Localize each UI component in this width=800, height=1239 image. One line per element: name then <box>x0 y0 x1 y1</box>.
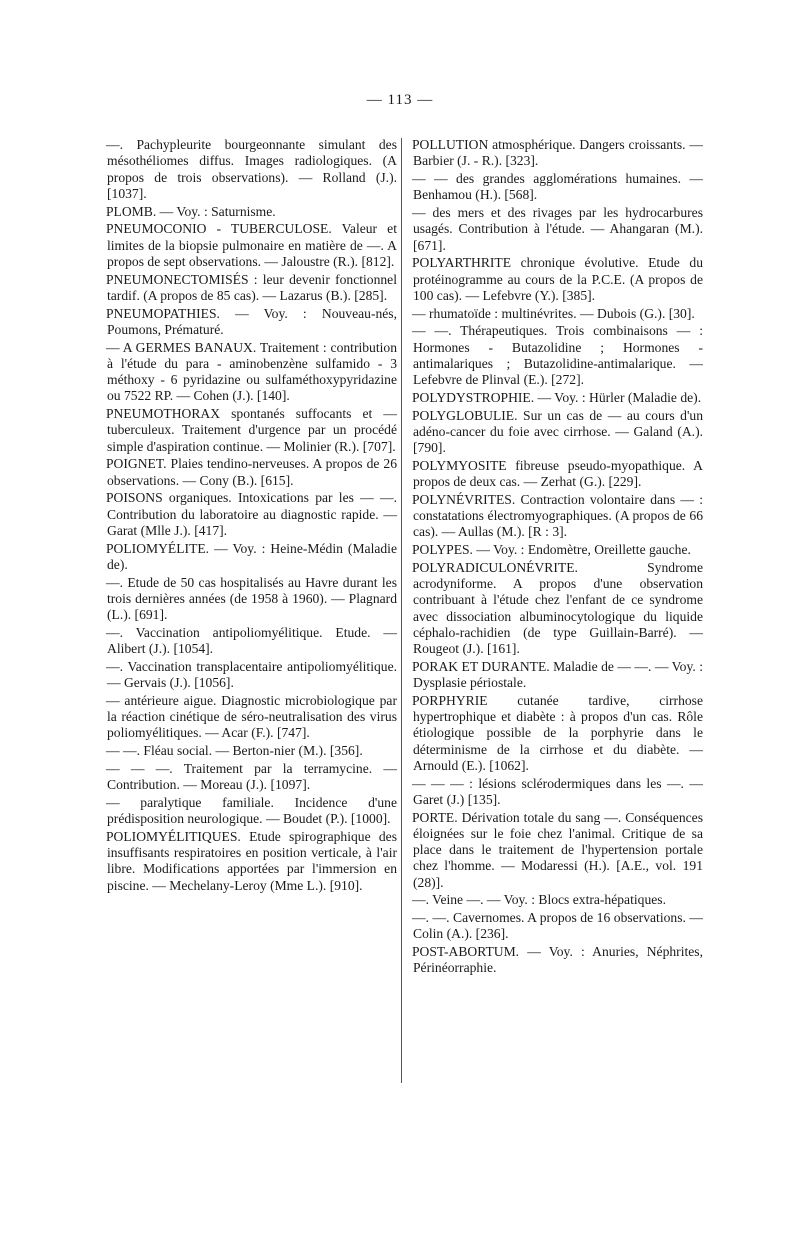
index-entry: — des mers et des rivages par les hydrocarbures usagés. Contribution à l'étude. — Ahangaran (M.). [671]. <box>412 205 703 253</box>
index-entry: —. Pachypleurite bourgeonnante simulant des mésothéliomes diffus. Images radiologiques. (A propos de trois observations). — Rolland (J.). [1037]. <box>106 137 397 201</box>
index-entry: PORAK ET DURANTE. Maladie de — —. — Voy. : Dysplasie périostale. <box>412 658 703 690</box>
index-entry: —. —. Cavernomes. A propos de 16 observations. — Colin (A.). [236]. <box>412 910 703 942</box>
page-number: — 113 — <box>366 92 434 108</box>
index-entry: —. Etude de 50 cas hospitalisés au Havre durant les trois dernières années (de 1958 à 1960). — Plagnard (L.). [691]. <box>106 574 397 622</box>
index-entry: POLYDYSTROPHIE. — Voy. : Hürler (Maladie de). <box>412 389 702 405</box>
index-entry: — A GERMES BANAUX. Traitement : contribution à l'étude du para - aminobenzène sulfamido - 3 méthoxy - 6 pyridazine ou sulfaméthoxypyridazine ou 7522 RP. — Cohen (J.). [140]. <box>106 339 397 404</box>
index-entry: POISONS organiques. Intoxications par les — —. Contribution du laboratoire au diagnostic rapide. — Garat (Mlle J.). [417]. <box>106 490 397 538</box>
index-entry: PNEUMOTHORAX spontanés suffocants et — tuberculeux. Traitement d'urgence par un procédé simple d'aspiration continue. — Molinier (R.). [707]. <box>106 406 397 454</box>
index-entry: POLIOMYÉLITIQUES. Etude spirographique des insuffisants respiratoires en position verticale, à l'air libre. Modifications apportées par l'immersion en piscine. — Mechelany-Leroy (Mme L.). [910]. <box>106 828 397 893</box>
index-entry: POLYPES. — Voy. : Endomètre, Oreillette gauche. <box>412 542 691 557</box>
index-entry: — paralytique familiale. Incidence d'une prédisposition neurologique. — Boudet (P.). [1000]. <box>106 794 397 826</box>
index-entry: PORTE. Dérivation totale du sang —. Conséquences éloignées sur le foie chez l'animal. Critique de sa place dans le traitement de l'hypertension portale chez l'homme. — Modaressi (H.). [A.E., vol. 191 (28)]. <box>412 809 703 890</box>
index-entry: — — — : lésions sclérodermiques dans les —. — Garet (J.) [135]. <box>412 775 703 807</box>
left-column <box>107 137 397 895</box>
index-entry: —. Veine —. — Voy. : Blocs extra-hépatiques. <box>412 892 666 908</box>
index-entry: POLYGLOBULIE. Sur un cas de — au cours d'un adéno-cancer du foie avec cirrhose. — Galand (A.). [790]. <box>412 407 703 455</box>
index-entry: PNEUMOPATHIES. — Voy. : Nouveau-nés, Poumons, Prématuré. <box>106 305 397 337</box>
index-entry: POLLUTION atmosphérique. Dangers croissants. — Barbier (J. - R.). [323]. <box>412 137 703 169</box>
index-entry: POIGNET. Plaies tendino-nerveuses. A propos de 26 observations. — Cony (B.). [615]. <box>106 456 397 488</box>
column-divider <box>401 138 402 1083</box>
index-entry: — — —. Traitement par la terramycine. — Contribution. — Moreau (J.). [1097]. <box>106 760 397 792</box>
index-entry: — — des grandes agglomérations humaines. — Benhamou (H.). [568]. <box>412 171 703 203</box>
index-entry: PORPHYRIE cutanée tardive, cirrhose hypertrophique et diabète : à propos d'un cas. Rôle étiologique possible de la porphyrie dans le déterminisme de la cirrhose et du diabète. — Arnould (E.). [1062]. <box>412 692 703 773</box>
index-entry: POLYMYOSITE fibreuse pseudo-myopathique. A propos de deux cas. — Zerhat (G.). [229]. <box>412 457 703 489</box>
index-entry: — antérieure aigue. Diagnostic microbiologique par la réaction cinétique de séro-neutralisation des virus poliomyélitiques. — Acar (F.). [747]. <box>106 692 397 741</box>
index-entry: POLYRADICULONÉVRITE. Syndrome acrodyniforme. A propos d'une observation contribuant à l'étude chez l'enfant de ce syndrome avec dissociation albuminocytologique du liquide céphalo-rachidien (de type Guillain-Barré). — Rougeot (J.). [161]. <box>412 559 703 656</box>
index-entry: PLOMB. — Voy. : Saturnisme. <box>106 203 276 219</box>
index-entry: —. Vaccination antipoliomyélitique. Etude. — Alibert (J.). [1054]. <box>106 624 397 656</box>
index-entry: POST-ABORTUM. — Voy. : Anuries, Néphrites, Périnéorraphie. <box>412 944 703 976</box>
index-entry: — rhumatoïde : multinévrites. — Dubois (G.). [30]. <box>412 305 695 321</box>
index-entry: POLIOMYÉLITE. — Voy. : Heine-Médin (Maladie de). <box>106 540 397 572</box>
index-entry: — —. Thérapeutiques. Trois combinaisons — : Hormones - Butazolidine ; Hormones - antimalariques ; Butazolidine-antimalarique. — Lefebvre de Plinval (E.). [272]. <box>412 323 703 387</box>
index-entry: POLYNÉVRITES. Contraction volontaire dans — : constatations électromyographiques. (A propos de 66 cas). — Aullas (M.). [R : 3]. <box>412 491 703 540</box>
index-entry: —. Vaccination transplacentaire antipoliomyélitique. — Gervais (J.). [1056]. <box>106 658 397 690</box>
index-entry: POLYARTHRITE chronique évolutive. Etude du protéinogramme au cours de la P.C.E. (A propos de 100 cas). — Lefebvre (Y.). [385]. <box>412 255 703 303</box>
index-entry: — —. Fléau social. — Berton-nier (M.). [356]. <box>106 743 363 758</box>
index-entry: PNEUMONECTOMISÉS : leur devenir fonctionnel tardif. (A propos de 85 cas). — Lazarus (B.). [285]. <box>106 271 397 303</box>
index-entry: PNEUMOCONIO - TUBERCULOSE. Valeur et limites de la biopsie pulmonaire en matière de —. A propos de sept observations. — Jaloustre (R.). [812]. <box>106 221 397 269</box>
right-column <box>413 137 703 978</box>
